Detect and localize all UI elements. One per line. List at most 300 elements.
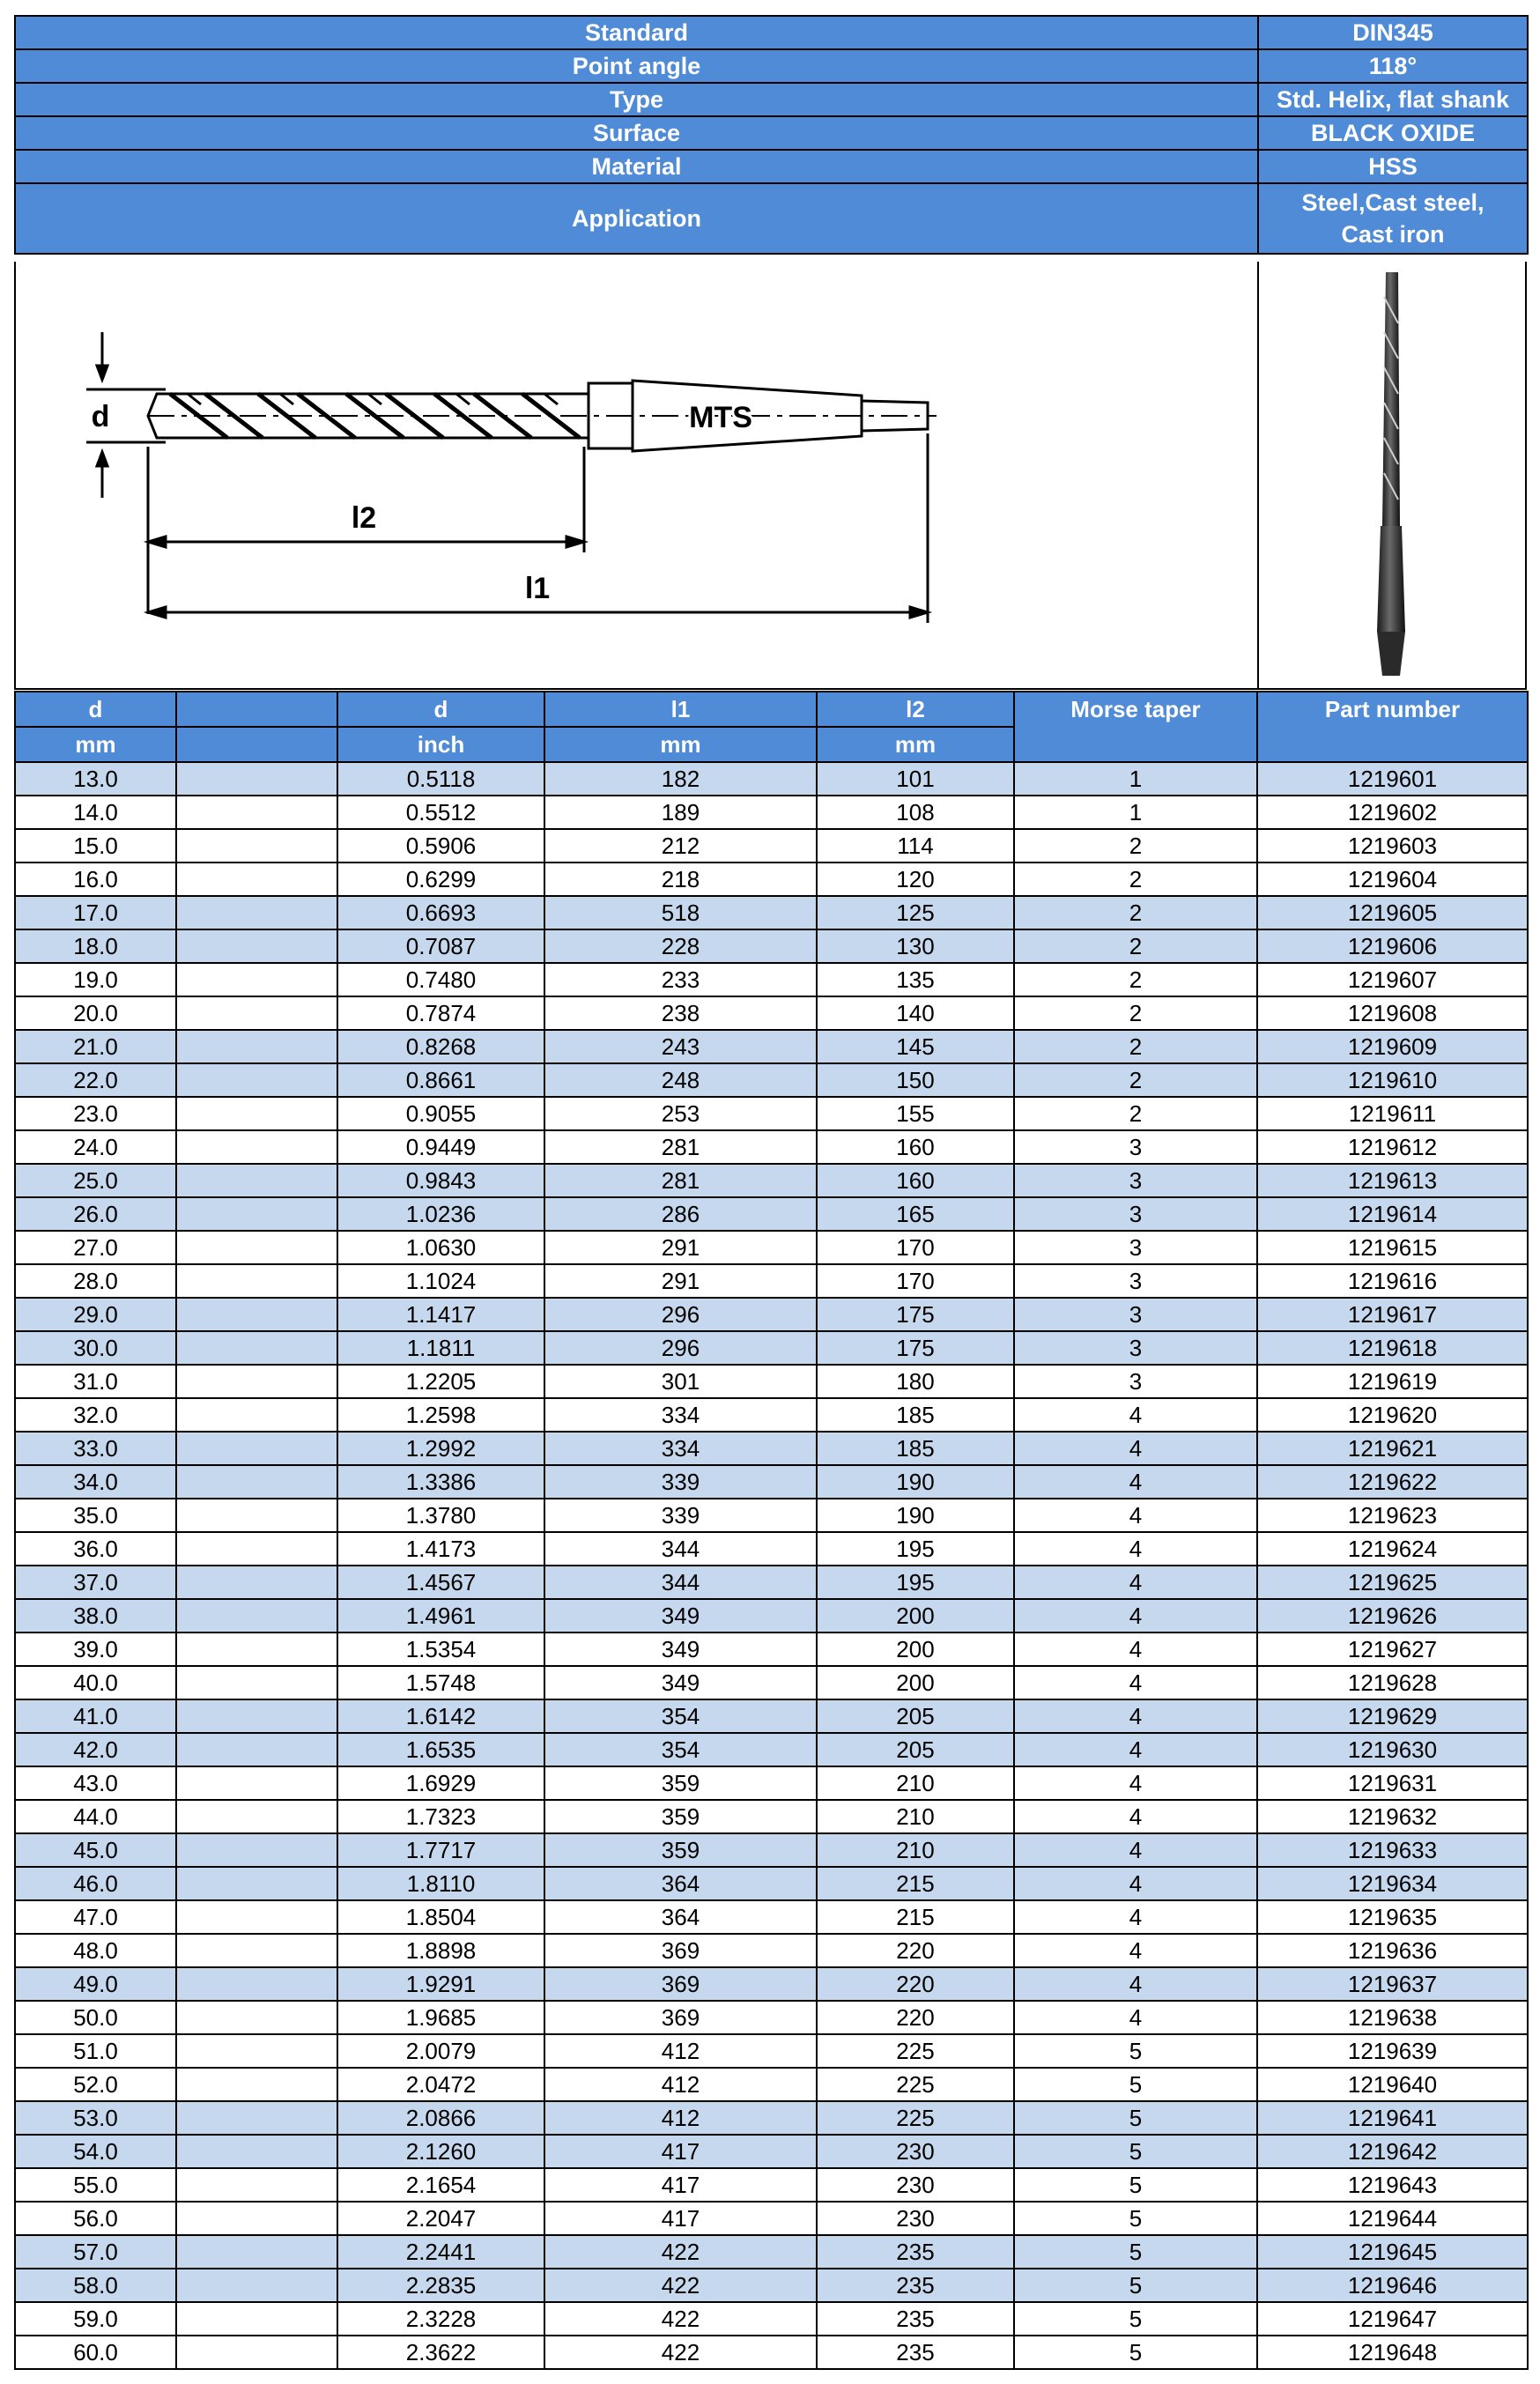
cell-d-inch: 1.3386 xyxy=(337,1465,544,1499)
table-row xyxy=(15,2336,1528,2369)
d-arrow-bottom-head xyxy=(97,452,107,466)
cell-morse-taper: 1 xyxy=(1014,762,1257,796)
cell-d-mm: 40.0 xyxy=(15,1666,176,1699)
cell-blank xyxy=(176,1097,337,1130)
l2-label: l2 xyxy=(351,501,377,535)
cell-d-mm: 48.0 xyxy=(15,1934,176,1967)
spec-value: DIN345 xyxy=(1258,16,1528,49)
cell-l2: 235 xyxy=(817,2302,1014,2336)
cell-part-number: 1219611 xyxy=(1257,1097,1528,1130)
cell-d-mm: 36.0 xyxy=(15,1532,176,1566)
cell-part-number: 1219623 xyxy=(1257,1499,1528,1532)
cell-d-mm: 13.0 xyxy=(15,762,176,796)
table-row xyxy=(15,2135,1528,2168)
table-row xyxy=(15,1030,1528,1063)
cell-l1: 218 xyxy=(544,863,817,896)
cell-l1: 212 xyxy=(544,829,817,863)
cell-l1: 248 xyxy=(544,1063,817,1097)
cell-l1: 422 xyxy=(544,2235,817,2269)
cell-d-inch: 1.1811 xyxy=(337,1331,544,1365)
cell-morse-taper: 2 xyxy=(1014,1063,1257,1097)
cell-blank xyxy=(176,1398,337,1432)
cell-d-inch: 1.2205 xyxy=(337,1365,544,1398)
cell-d-inch: 0.7480 xyxy=(337,963,544,996)
table-row xyxy=(15,1130,1528,1164)
table-row xyxy=(15,1699,1528,1733)
cell-part-number: 1219643 xyxy=(1257,2168,1528,2202)
table-row xyxy=(15,1566,1528,1599)
cell-blank xyxy=(176,2034,337,2068)
cell-d-mm: 55.0 xyxy=(15,2168,176,2202)
cell-morse-taper: 5 xyxy=(1014,2202,1257,2235)
cell-morse-taper: 2 xyxy=(1014,929,1257,963)
cell-part-number: 1219616 xyxy=(1257,1264,1528,1298)
cell-part-number: 1219607 xyxy=(1257,963,1528,996)
cell-blank xyxy=(176,1666,337,1699)
cell-blank xyxy=(176,896,337,929)
cell-blank xyxy=(176,1432,337,1465)
table-row xyxy=(15,929,1528,963)
cell-l2: 225 xyxy=(817,2101,1014,2135)
table-row xyxy=(15,2068,1528,2101)
table-row xyxy=(15,1164,1528,1197)
cell-l2: 130 xyxy=(817,929,1014,963)
table-row xyxy=(15,1666,1528,1699)
cell-part-number: 1219602 xyxy=(1257,796,1528,829)
cell-l1: 412 xyxy=(544,2068,817,2101)
cell-blank xyxy=(176,1331,337,1365)
cell-blank xyxy=(176,2302,337,2336)
unit-d-mm: mm xyxy=(15,727,176,762)
cell-d-inch: 1.2598 xyxy=(337,1398,544,1432)
cell-l2: 195 xyxy=(817,1532,1014,1566)
cell-part-number: 1219626 xyxy=(1257,1599,1528,1633)
cell-l1: 344 xyxy=(544,1566,817,1599)
cell-morse-taper: 3 xyxy=(1014,1164,1257,1197)
drill-drawing xyxy=(14,262,1258,690)
table-row xyxy=(15,1599,1528,1633)
cell-blank xyxy=(176,929,337,963)
cell-d-mm: 43.0 xyxy=(15,1766,176,1800)
cell-l2: 140 xyxy=(817,996,1014,1030)
figure-row xyxy=(14,262,1527,690)
cell-d-mm: 35.0 xyxy=(15,1499,176,1532)
cell-d-inch: 1.4961 xyxy=(337,1599,544,1633)
table-row xyxy=(15,2302,1528,2336)
cell-l2: 175 xyxy=(817,1298,1014,1331)
cell-blank xyxy=(176,2101,337,2135)
cell-morse-taper: 2 xyxy=(1014,1030,1257,1063)
cell-part-number: 1219610 xyxy=(1257,1063,1528,1097)
cell-blank xyxy=(176,1197,337,1231)
cell-d-inch: 0.6299 xyxy=(337,863,544,896)
cell-part-number: 1219640 xyxy=(1257,2068,1528,2101)
cell-morse-taper: 3 xyxy=(1014,1197,1257,1231)
cell-blank xyxy=(176,2168,337,2202)
cell-blank xyxy=(176,762,337,796)
spec-label: Application xyxy=(15,183,1258,254)
spec-label: Standard xyxy=(15,16,1258,49)
cell-morse-taper: 5 xyxy=(1014,2034,1257,2068)
cell-part-number: 1219646 xyxy=(1257,2269,1528,2302)
cell-l1: 364 xyxy=(544,1900,817,1934)
cell-d-mm: 32.0 xyxy=(15,1398,176,1432)
cell-d-inch: 2.0079 xyxy=(337,2034,544,2068)
cell-blank xyxy=(176,1030,337,1063)
table-row xyxy=(15,2034,1528,2068)
cell-morse-taper: 5 xyxy=(1014,2302,1257,2336)
cell-part-number: 1219641 xyxy=(1257,2101,1528,2135)
table-row xyxy=(15,963,1528,996)
cell-blank xyxy=(176,1130,337,1164)
cell-part-number: 1219618 xyxy=(1257,1331,1528,1365)
cell-morse-taper: 4 xyxy=(1014,1900,1257,1934)
cell-d-inch: 1.7323 xyxy=(337,1800,544,1833)
cell-l2: 205 xyxy=(817,1699,1014,1733)
cell-l1: 349 xyxy=(544,1599,817,1633)
cell-morse-taper: 4 xyxy=(1014,1666,1257,1699)
cell-morse-taper: 5 xyxy=(1014,2235,1257,2269)
spec-value: Steel,Cast steel, Cast iron xyxy=(1258,183,1528,254)
unit-blank xyxy=(176,727,337,762)
cell-l1: 334 xyxy=(544,1432,817,1465)
cell-blank xyxy=(176,1967,337,2001)
cell-l1: 412 xyxy=(544,2034,817,2068)
cell-blank xyxy=(176,1063,337,1097)
cell-d-inch: 1.4567 xyxy=(337,1566,544,1599)
cell-part-number: 1219613 xyxy=(1257,1164,1528,1197)
cell-d-mm: 50.0 xyxy=(15,2001,176,2034)
cell-l1: 422 xyxy=(544,2269,817,2302)
table-row xyxy=(15,1298,1528,1331)
cell-part-number: 1219638 xyxy=(1257,2001,1528,2034)
cell-l2: 150 xyxy=(817,1063,1014,1097)
cell-blank xyxy=(176,863,337,896)
cell-l2: 220 xyxy=(817,1967,1014,2001)
cell-blank xyxy=(176,1633,337,1666)
cell-part-number: 1219604 xyxy=(1257,863,1528,896)
table-row xyxy=(15,1867,1528,1900)
cell-d-mm: 27.0 xyxy=(15,1231,176,1264)
cell-l1: 412 xyxy=(544,2101,817,2135)
cell-blank xyxy=(176,1766,337,1800)
cell-l1: 349 xyxy=(544,1633,817,1666)
cell-part-number: 1219633 xyxy=(1257,1833,1528,1867)
cell-blank xyxy=(176,1532,337,1566)
cell-l1: 291 xyxy=(544,1264,817,1298)
cell-d-mm: 45.0 xyxy=(15,1833,176,1867)
cell-l2: 210 xyxy=(817,1800,1014,1833)
cell-l2: 185 xyxy=(817,1432,1014,1465)
cell-d-mm: 24.0 xyxy=(15,1130,176,1164)
cell-blank xyxy=(176,1867,337,1900)
cell-morse-taper: 5 xyxy=(1014,2068,1257,2101)
cell-d-inch: 2.3228 xyxy=(337,2302,544,2336)
d-arrow-top-head xyxy=(97,366,107,380)
cell-l1: 339 xyxy=(544,1499,817,1532)
cell-d-mm: 54.0 xyxy=(15,2135,176,2168)
cell-blank xyxy=(176,2336,337,2369)
technical-drawing xyxy=(16,262,1258,688)
cell-blank xyxy=(176,1499,337,1532)
cell-d-mm: 44.0 xyxy=(15,1800,176,1833)
spec-row xyxy=(15,183,1528,254)
cell-morse-taper: 4 xyxy=(1014,1800,1257,1833)
header-row xyxy=(15,692,1528,727)
unit-l2: mm xyxy=(817,727,1014,762)
cell-l1: 364 xyxy=(544,1867,817,1900)
col-header-morse-taper: Morse taper xyxy=(1014,692,1257,762)
cell-l1: 349 xyxy=(544,1666,817,1699)
cell-blank xyxy=(176,1264,337,1298)
cell-d-inch: 2.1260 xyxy=(337,2135,544,2168)
cell-d-mm: 31.0 xyxy=(15,1365,176,1398)
cell-d-inch: 1.9291 xyxy=(337,1967,544,2001)
cell-part-number: 1219636 xyxy=(1257,1934,1528,1967)
cell-l1: 354 xyxy=(544,1699,817,1733)
cell-l1: 281 xyxy=(544,1164,817,1197)
cell-d-mm: 18.0 xyxy=(15,929,176,963)
cell-d-inch: 1.8110 xyxy=(337,1867,544,1900)
cell-l1: 291 xyxy=(544,1231,817,1264)
cell-part-number: 1219635 xyxy=(1257,1900,1528,1934)
cell-d-mm: 37.0 xyxy=(15,1566,176,1599)
cell-d-mm: 52.0 xyxy=(15,2068,176,2101)
cell-l1: 369 xyxy=(544,1934,817,1967)
cell-part-number: 1219647 xyxy=(1257,2302,1528,2336)
cell-morse-taper: 3 xyxy=(1014,1264,1257,1298)
cell-d-inch: 1.0630 xyxy=(337,1231,544,1264)
cell-l2: 120 xyxy=(817,863,1014,896)
cell-l2: 225 xyxy=(817,2068,1014,2101)
spec-value: 118° xyxy=(1258,49,1528,83)
cell-d-mm: 22.0 xyxy=(15,1063,176,1097)
cell-l2: 200 xyxy=(817,1599,1014,1633)
cell-l2: 235 xyxy=(817,2269,1014,2302)
cell-part-number: 1219629 xyxy=(1257,1699,1528,1733)
cell-blank xyxy=(176,1934,337,1967)
cell-morse-taper: 4 xyxy=(1014,1599,1257,1633)
cell-d-inch: 2.1654 xyxy=(337,2168,544,2202)
cell-l1: 301 xyxy=(544,1365,817,1398)
cell-d-inch: 1.3780 xyxy=(337,1499,544,1532)
table-row xyxy=(15,1432,1528,1465)
cell-d-inch: 1.4173 xyxy=(337,1532,544,1566)
cell-l2: 155 xyxy=(817,1097,1014,1130)
table-row xyxy=(15,2269,1528,2302)
cell-l1: 182 xyxy=(544,762,817,796)
cell-part-number: 1219612 xyxy=(1257,1130,1528,1164)
cell-d-inch: 1.8898 xyxy=(337,1934,544,1967)
table-row xyxy=(15,1833,1528,1867)
table-row xyxy=(15,1532,1528,1566)
cell-part-number: 1219603 xyxy=(1257,829,1528,863)
cell-morse-taper: 4 xyxy=(1014,1867,1257,1900)
cell-d-inch: 1.2992 xyxy=(337,1432,544,1465)
cell-blank xyxy=(176,2202,337,2235)
spec-table xyxy=(14,15,1529,255)
cell-part-number: 1219605 xyxy=(1257,896,1528,929)
spec-row xyxy=(15,150,1528,183)
cell-l1: 344 xyxy=(544,1532,817,1566)
cell-d-mm: 20.0 xyxy=(15,996,176,1030)
cell-l1: 296 xyxy=(544,1298,817,1331)
cell-blank xyxy=(176,1699,337,1733)
cell-l2: 175 xyxy=(817,1331,1014,1365)
table-row xyxy=(15,1465,1528,1499)
cell-blank xyxy=(176,1566,337,1599)
cell-morse-taper: 2 xyxy=(1014,829,1257,863)
cell-l1: 417 xyxy=(544,2202,817,2235)
cell-d-inch: 0.9055 xyxy=(337,1097,544,1130)
cell-d-mm: 26.0 xyxy=(15,1197,176,1231)
table-row xyxy=(15,1766,1528,1800)
cell-morse-taper: 2 xyxy=(1014,1097,1257,1130)
cell-morse-taper: 2 xyxy=(1014,996,1257,1030)
cell-l1: 359 xyxy=(544,1800,817,1833)
cell-blank xyxy=(176,1231,337,1264)
cell-morse-taper: 4 xyxy=(1014,1499,1257,1532)
cell-morse-taper: 5 xyxy=(1014,2135,1257,2168)
cell-morse-taper: 3 xyxy=(1014,1130,1257,1164)
table-row xyxy=(15,1398,1528,1432)
cell-l2: 215 xyxy=(817,1867,1014,1900)
cell-l1: 296 xyxy=(544,1331,817,1365)
cell-d-inch: 1.6142 xyxy=(337,1699,544,1733)
cell-blank xyxy=(176,1733,337,1766)
cell-d-inch: 1.7717 xyxy=(337,1833,544,1867)
cell-l1: 228 xyxy=(544,929,817,963)
cell-d-inch: 2.3622 xyxy=(337,2336,544,2369)
cell-l2: 170 xyxy=(817,1264,1014,1298)
table-row xyxy=(15,762,1528,796)
cell-morse-taper: 3 xyxy=(1014,1365,1257,1398)
cell-l2: 220 xyxy=(817,2001,1014,2034)
table-row xyxy=(15,1633,1528,1666)
cell-d-mm: 39.0 xyxy=(15,1633,176,1666)
cell-blank xyxy=(176,829,337,863)
table-row xyxy=(15,2235,1528,2269)
cell-l1: 238 xyxy=(544,996,817,1030)
cell-blank xyxy=(176,1465,337,1499)
cell-d-mm: 58.0 xyxy=(15,2269,176,2302)
spec-row xyxy=(15,16,1528,49)
cell-blank xyxy=(176,796,337,829)
cell-d-inch: 0.8661 xyxy=(337,1063,544,1097)
cell-d-mm: 17.0 xyxy=(15,896,176,929)
cell-part-number: 1219625 xyxy=(1257,1566,1528,1599)
cell-blank xyxy=(176,1900,337,1934)
cell-l2: 190 xyxy=(817,1499,1014,1532)
cell-l2: 210 xyxy=(817,1833,1014,1867)
cell-d-mm: 47.0 xyxy=(15,1900,176,1934)
cell-l1: 334 xyxy=(544,1398,817,1432)
col-header-l2: l2 xyxy=(817,692,1014,727)
cell-morse-taper: 4 xyxy=(1014,1532,1257,1566)
cell-d-mm: 29.0 xyxy=(15,1298,176,1331)
table-row xyxy=(15,2001,1528,2034)
spec-label: Point angle xyxy=(15,49,1258,83)
table-row xyxy=(15,2101,1528,2135)
table-row xyxy=(15,1499,1528,1532)
table-row xyxy=(15,1231,1528,1264)
col-header-d-mm: d xyxy=(15,692,176,727)
cell-l2: 195 xyxy=(817,1566,1014,1599)
cell-d-inch: 0.7087 xyxy=(337,929,544,963)
cell-l2: 165 xyxy=(817,1197,1014,1231)
cell-d-mm: 56.0 xyxy=(15,2202,176,2235)
cell-d-inch: 2.2047 xyxy=(337,2202,544,2235)
spec-label: Surface xyxy=(15,116,1258,150)
cell-d-mm: 19.0 xyxy=(15,963,176,996)
sizes-table xyxy=(14,691,1529,2370)
cell-part-number: 1219644 xyxy=(1257,2202,1528,2235)
cell-l1: 286 xyxy=(544,1197,817,1231)
cell-blank xyxy=(176,1800,337,1833)
cell-part-number: 1219621 xyxy=(1257,1432,1528,1465)
cell-morse-taper: 4 xyxy=(1014,2001,1257,2034)
cell-l2: 220 xyxy=(817,1934,1014,1967)
table-row xyxy=(15,1365,1528,1398)
cell-part-number: 1219606 xyxy=(1257,929,1528,963)
cell-morse-taper: 3 xyxy=(1014,1331,1257,1365)
col-header-blank xyxy=(176,692,337,727)
cell-l2: 210 xyxy=(817,1766,1014,1800)
cell-d-inch: 0.8268 xyxy=(337,1030,544,1063)
cell-d-inch: 1.0236 xyxy=(337,1197,544,1231)
cell-d-mm: 33.0 xyxy=(15,1432,176,1465)
cell-part-number: 1219634 xyxy=(1257,1867,1528,1900)
cell-blank xyxy=(176,2068,337,2101)
cell-l1: 359 xyxy=(544,1833,817,1867)
cell-d-mm: 60.0 xyxy=(15,2336,176,2369)
cell-l2: 108 xyxy=(817,796,1014,829)
col-header-l1: l1 xyxy=(544,692,817,727)
table-row xyxy=(15,1934,1528,1967)
cell-morse-taper: 4 xyxy=(1014,1833,1257,1867)
cell-d-inch: 1.1024 xyxy=(337,1264,544,1298)
cell-d-inch: 1.6929 xyxy=(337,1766,544,1800)
cell-morse-taper: 4 xyxy=(1014,1566,1257,1599)
cell-morse-taper: 4 xyxy=(1014,1733,1257,1766)
cell-part-number: 1219639 xyxy=(1257,2034,1528,2068)
table-row xyxy=(15,1264,1528,1298)
cell-part-number: 1219608 xyxy=(1257,996,1528,1030)
cell-morse-taper: 2 xyxy=(1014,963,1257,996)
cell-part-number: 1219622 xyxy=(1257,1465,1528,1499)
cell-l1: 369 xyxy=(544,1967,817,2001)
cell-d-mm: 23.0 xyxy=(15,1097,176,1130)
cell-part-number: 1219645 xyxy=(1257,2235,1528,2269)
cell-morse-taper: 4 xyxy=(1014,1934,1257,1967)
cell-blank xyxy=(176,1365,337,1398)
cell-morse-taper: 5 xyxy=(1014,2269,1257,2302)
cell-d-inch: 2.0472 xyxy=(337,2068,544,2101)
spec-value: BLACK OXIDE xyxy=(1258,116,1528,150)
cell-d-inch: 0.6693 xyxy=(337,896,544,929)
cell-d-mm: 16.0 xyxy=(15,863,176,896)
cell-d-inch: 0.5512 xyxy=(337,796,544,829)
cell-morse-taper: 4 xyxy=(1014,1699,1257,1733)
cell-d-inch: 0.7874 xyxy=(337,996,544,1030)
cell-part-number: 1219609 xyxy=(1257,1030,1528,1063)
spec-label: Material xyxy=(15,150,1258,183)
spec-row xyxy=(15,49,1528,83)
cell-part-number: 1219631 xyxy=(1257,1766,1528,1800)
cell-l1: 354 xyxy=(544,1733,817,1766)
cell-part-number: 1219601 xyxy=(1257,762,1528,796)
cell-l2: 160 xyxy=(817,1130,1014,1164)
